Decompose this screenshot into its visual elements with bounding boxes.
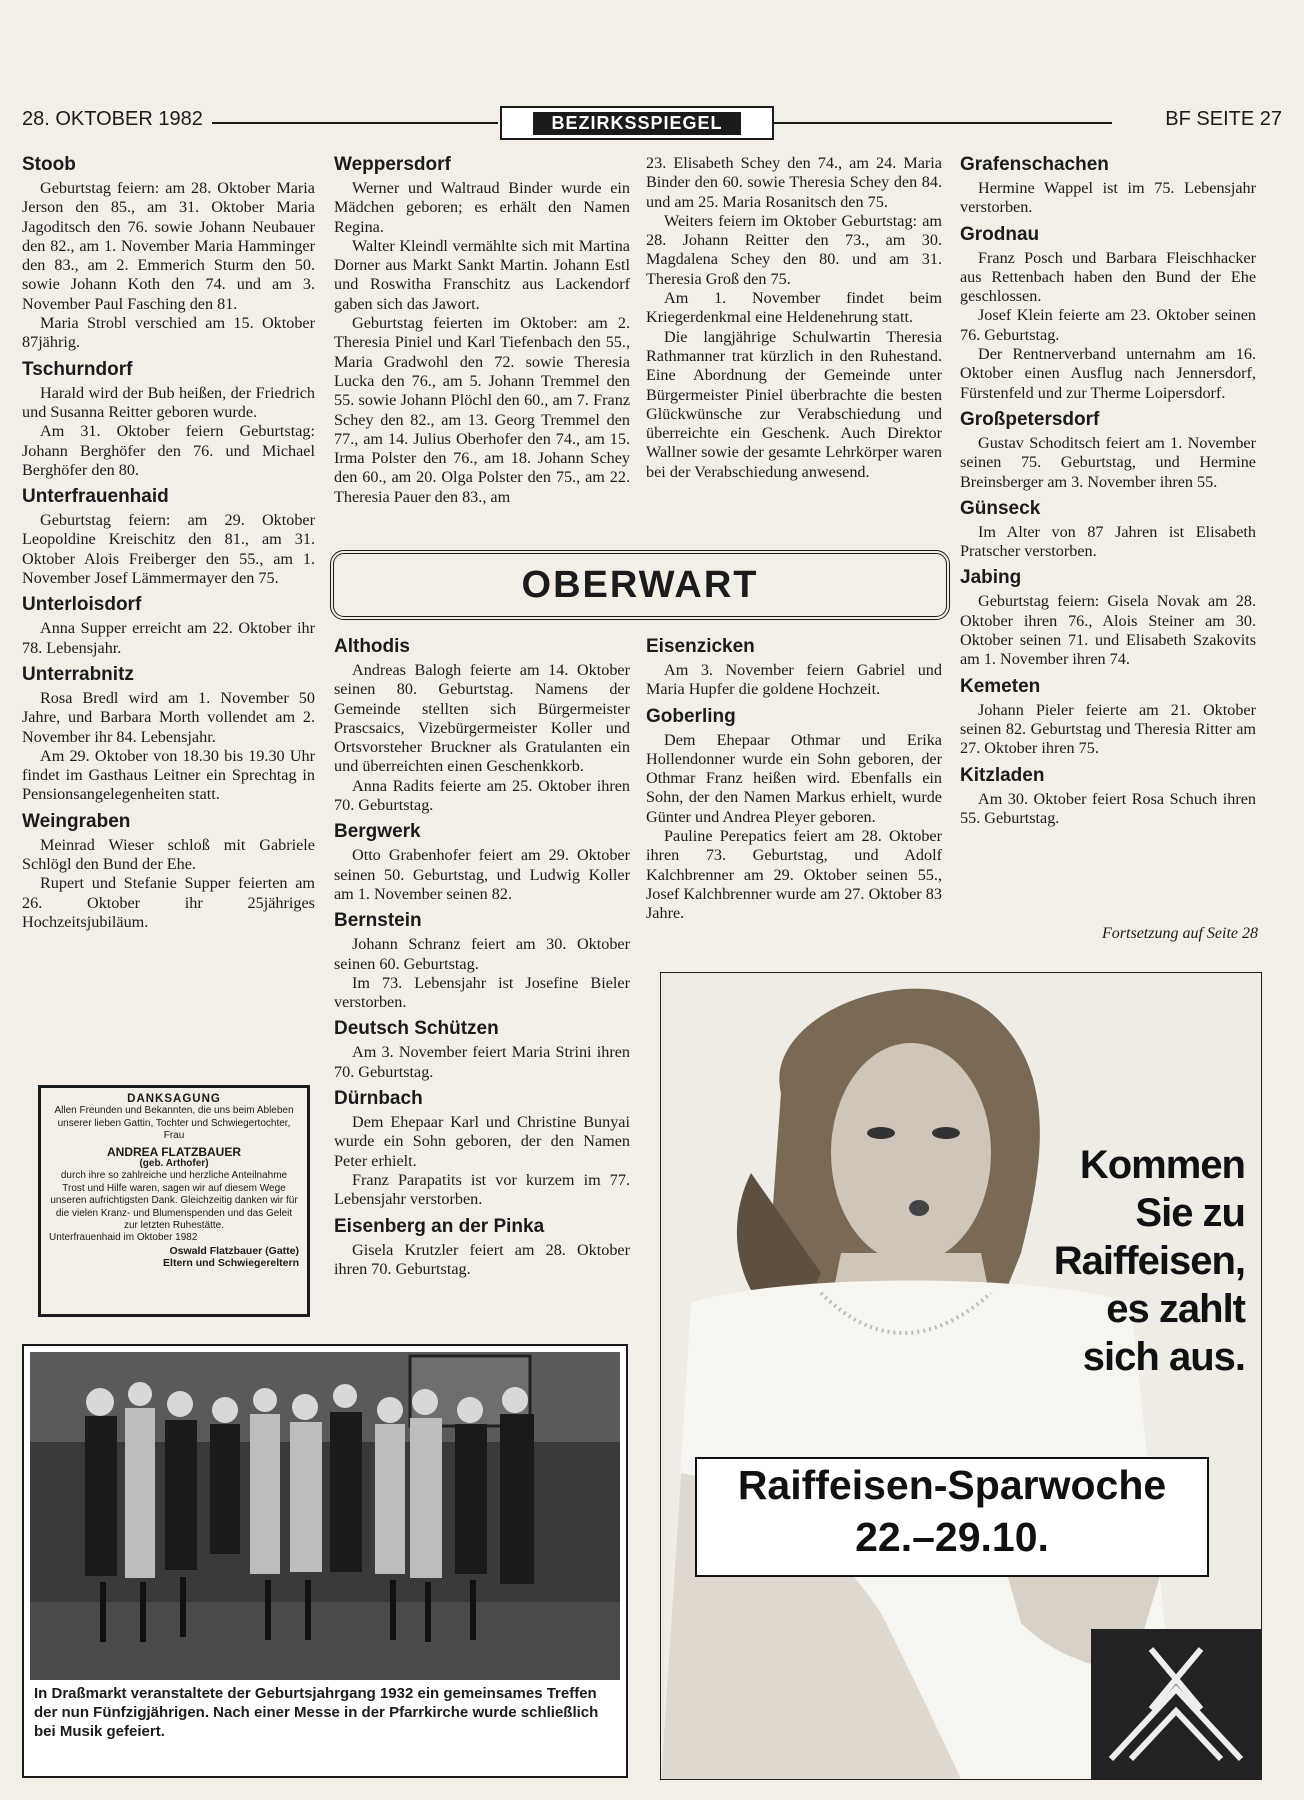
notice-name: ANDREA FLATZBAUER — [107, 1144, 241, 1159]
article-paragraph: Am 1. November findet beim Kriegerdenkmal eine Heldenehrung statt. — [646, 289, 942, 327]
heading-bergwerk: Bergwerk — [334, 821, 421, 843]
obituary-notice — [38, 1085, 310, 1317]
notice-title: DANKSAGUNG — [127, 1093, 221, 1105]
article-paragraph: Im Alter von 87 Jahren ist Elisabeth Pratscher verstorben. — [960, 522, 1256, 561]
heading-goberling: Goberling — [646, 705, 736, 727]
article-paragraph: Johann Pieler feierte am 21. Oktober seinen 82. Geburtstag und Theresia Ritter am 27. Oktober ihren 75. — [960, 700, 1256, 758]
page-number: BF SEITE 27 — [1165, 108, 1282, 130]
group-photo — [30, 1352, 620, 1680]
photo-caption: In Draßmarkt veranstaltete der Geburtsjahrgang 1932 ein gemeinsames Treffen der nun Fünfzigjährigen. Nach einer Messe in der Pfarrkirche wurde schließlich bei Musik gefeiert. — [34, 1685, 599, 1740]
heading-deutsch-schuetzen: Deutsch Schützen — [334, 1018, 499, 1040]
article-paragraph: Anna Supper erreicht am 22. Oktober ihr 78. Lebensjahr. — [22, 619, 315, 657]
heading-unterrabnitz: Unterrabnitz — [22, 663, 134, 685]
ad-promo-dates: 22.–29.10. — [855, 1514, 1049, 1560]
heading-unterloisdorf: Unterloisdorf — [22, 594, 142, 616]
heading-grafenschachen: Grafenschachen — [960, 154, 1109, 175]
column-3-top — [646, 154, 942, 482]
ad-headline-line: sich aus. — [1082, 1335, 1245, 1379]
article-paragraph: Dem Ehepaar Karl und Christine Bunyai wurde ein Sohn geboren, der den Namen Peter erhielt. — [334, 1113, 630, 1170]
article-continuation: 23. Elisabeth Schey den 74., am 24. Maria Binder den 60. sowie Theresia Schey den 84. und am 25. Maria Rosanitsch den 75. — [646, 154, 942, 211]
column-4 — [960, 148, 1256, 828]
heading-kitzladen: Kitzladen — [960, 764, 1045, 786]
article-paragraph: Am 3. November feiert Maria Strini ihren 70. Geburtstag. — [334, 1043, 630, 1081]
article-paragraph: Werner und Waltraud Binder wurde ein Mädchen geboren; es erhält den Namen Regina. — [334, 179, 630, 236]
column-2-top — [334, 148, 630, 507]
ad-promo-box — [695, 1457, 1209, 1577]
heading-grosspetersdorf: Großpetersdorf — [960, 408, 1100, 430]
header-rule-right — [772, 122, 1112, 124]
heading-unterfrauenhaid: Unterfrauenhaid — [22, 486, 169, 508]
heading-tschurndorf: Tschurndorf — [22, 358, 133, 380]
article-paragraph: Die langjährige Schulwartin Theresia Rathmanner trat kürzlich in den Ruhestand. Eine Abordnung der Gemeinde unter Bürgermeister Piniel überbrachte die besten Glückwünsche zur Verabschiedung und überreichte ein Geschenk. Auch Direktor Wallner sowie der gesamte Lehrkörper waren bei der Verabschiedung anwesend. — [646, 327, 942, 481]
header-rule-left — [212, 122, 498, 124]
article-paragraph: Am 30. Oktober feiert Rosa Schuch ihren 55. Geburtstag. — [960, 789, 1256, 827]
article-paragraph: Geburtstag feiern: am 28. Oktober Maria Jerson den 85., am 31. Oktober Maria Jagoditsch den 76. sowie Johann Neubauer den 82., am 1. November Maria Hamminger den 83., am 2. Emmerich Sturm den 50. sowie Johann Koth den 74. und am 3. November Paul Fasching den 81. — [22, 179, 315, 313]
notice-signature-2: Eltern und Schwiegereltern — [163, 1257, 299, 1270]
heading-eisenberg: Eisenberg an der Pinka — [334, 1215, 545, 1237]
article-paragraph: Meinrad Wieser schloß mit Gabriele Schlögl den Bund der Ehe. — [22, 835, 315, 874]
region-banner — [330, 550, 950, 620]
article-paragraph: Harald wird der Bub heißen, der Friedrich und Susanna Reitter geboren wurde. — [22, 383, 315, 421]
ad-headline-line: Raiffeisen, — [1053, 1239, 1245, 1283]
heading-kemeten: Kemeten — [960, 675, 1041, 697]
article-paragraph: Weiters feiern im Oktober Geburtstag: am 28. Johann Reitter den 73., am 30. Magdalena Schey den 80. und am 31. Theresia Groß den 75. — [646, 211, 942, 288]
group-photo-frame — [22, 1344, 628, 1778]
notice-place-date: Unterfrauenhaid im Oktober 1982 — [49, 1232, 198, 1244]
article-paragraph: Johann Schranz feiert am 30. Oktober seinen 60. Geburtstag. — [334, 935, 630, 973]
article-paragraph: Gisela Krutzler feiert am 28. Oktober ihren 70. Geburtstag. — [334, 1240, 630, 1278]
heading-weppersdorf: Weppersdorf — [334, 154, 451, 175]
article-paragraph: Franz Parapatits ist vor kurzem im 77. Lebensjahr verstorben. — [334, 1170, 630, 1209]
heading-bernstein: Bernstein — [334, 910, 422, 932]
notice-maiden-name: (geb. Arthofer) — [139, 1158, 209, 1170]
article-paragraph: Maria Strobl verschied am 15. Oktober 87jährig. — [22, 314, 315, 352]
article-paragraph: Geburtstag feierten im Oktober: am 2. Theresia Piniel und Karl Tiefenbach den 55., Maria Gradwohl den 72. sowie Theresia Lucka den 76., am 5. Johann Tremmel den 55. sowie Johann Plöchl den 60., am 7. Franz Schey den 82., am 13. Georg Tremmel den 77., am 14. Julius Oberhofer den 74., am 15. Irma Polster den 76., am 18. Johann Schey den 60., am 20. Olga Polster den 75., am 22. Theresia Pauer den 83., am — [334, 314, 630, 506]
article-paragraph: Rosa Bredl wird am 1. November 50 Jahre, und Barbara Morth vollendet am 2. November ihr 84. Lebensjahr. — [22, 688, 315, 746]
article-paragraph: Josef Klein feierte am 23. Oktober seinen 76. Geburtstag. — [960, 306, 1256, 344]
article-paragraph: Pauline Perepatics feiert am 28. Oktober ihren 73. Geburtstag, und Adolf Kalchbrenner am 29. Oktober seinen 55., Josef Kalchbrenner wurde am 27. Oktober 83 Jahre. — [646, 827, 942, 923]
heading-stoob: Stoob — [22, 154, 76, 175]
article-paragraph: Franz Posch und Barbara Fleischhacker aus Rettenbach haben den Bund der Ehe geschlossen. — [960, 248, 1256, 306]
heading-eisenzicken: Eisenzicken — [646, 636, 755, 657]
heading-duernbach: Dürnbach — [334, 1088, 423, 1110]
article-paragraph: Hermine Wappel ist im 75. Lebensjahr verstorben. — [960, 179, 1256, 217]
article-paragraph: Rupert und Stefanie Supper feierten am 26. Oktober ihr 25jähriges Hochzeitsjubiläum. — [22, 874, 315, 931]
ad-headline-line: es zahlt — [1106, 1287, 1245, 1331]
ad-headline — [1054, 1141, 1245, 1381]
ad-headline-line: Sie zu — [1135, 1191, 1245, 1235]
article-paragraph: Walter Kleindl vermählte sich mit Martina Dorner aus Markt Sankt Martin. Johann Estl und Roswitha Franschitz aus Lackendorf gaben sich das Jawort. — [334, 236, 630, 313]
raiffeisen-advertisement[interactable] — [660, 972, 1262, 1780]
oberwart-column-2 — [646, 630, 942, 924]
ad-headline-line: Kommen — [1079, 1143, 1245, 1187]
article-paragraph: Im 73. Lebensjahr ist Josefine Bieler verstorben. — [334, 973, 630, 1012]
raiffeisen-logo-icon — [1091, 1629, 1261, 1779]
article-paragraph: Otto Grabenhofer feiert am 29. Oktober seinen 50. Geburtstag, und Ludwig Koller am 1. November seinen 82. — [334, 846, 630, 903]
issue-date: 28. OKTOBER 1982 — [22, 108, 203, 130]
notice-signature-1: Oswald Flatzbauer (Gatte) — [169, 1244, 299, 1257]
article-paragraph: Am 29. Oktober von 18.30 bis 19.30 Uhr findet im Gasthaus Leitner ein Sprechtag in Pensionsangelegenheiten statt. — [22, 746, 315, 804]
article-paragraph: Anna Radits feierte am 25. Oktober ihren 70. Geburtstag. — [334, 776, 630, 815]
article-paragraph: Am 31. Oktober feiern Geburtstag: Johann Berghöfer den 76. und Michael Berghöfer den 80. — [22, 422, 315, 479]
ad-promo-title: Raiffeisen-Sparwoche — [737, 1462, 1167, 1508]
heading-grodnau: Grodnau — [960, 223, 1040, 245]
notice-intro: Allen Freunden und Bekannten, die uns beim Ableben unserer lieben Gattin, Tochter und Schwiegertochter, Frau — [54, 1105, 294, 1142]
notice-body: durch ihre so zahlreiche und herzliche Anteilnahme Trost und Hilfe waren, sagen wir auf diesem Wege unseren aufrichtigsten Dank. Gleichzeitig danken wir für die vielen Kranz- und Blumenspenden und das Geleit zur letzten Ruhestätte. — [50, 1170, 298, 1232]
region-banner-title: OBERWART — [521, 563, 759, 606]
article-paragraph: Gustav Schoditsch feiert am 1. November seinen 75. Geburtstag, und Hermine Breinsberger am 3. November ihren 55. — [960, 433, 1256, 491]
oberwart-column-1 — [334, 630, 630, 1279]
heading-jabing: Jabing — [960, 567, 1022, 589]
group-photo-illustration — [30, 1352, 620, 1680]
heading-weingraben: Weingraben — [22, 810, 131, 832]
article-paragraph: Geburtstag feiern: Gisela Novak am 28. Oktober ihren 76., Alois Steiner am 30. Oktober seinen 71. und Elisabeth Szakovits am 1. November ihren 74. — [960, 592, 1256, 669]
article-paragraph: Der Rentnerverband unternahm am 16. Oktober einen Ausflug nach Jennersdorf, Fürstenfeld und zur Therme Loipersdorf. — [960, 345, 1256, 402]
article-paragraph: Andreas Balogh feierte am 14. Oktober seinen 80. Geburtstag. Namens der Gemeinde stellten sich Bürgermeister Prascsaics, Vizebürgermeister Koller und Ortsvorsteher Bruckner als Gratulanten ein und überreichten einen Geschenkkorb. — [334, 661, 630, 776]
article-paragraph: Am 3. November feiern Gabriel und Maria Hupfer die goldene Hochzeit. — [646, 661, 942, 699]
continuation-note[interactable]: Fortsetzung auf Seite 28 — [1102, 925, 1258, 942]
article-paragraph: Dem Ehepaar Othmar und Erika Hollendonner wurde ein Sohn geboren, der Othmar Franz heißen wird. Ebenfalls ein Sohn, der den Namen Markus erhielt, wurde Günter und Andrea Pleyer geboren. — [646, 730, 942, 826]
column-1 — [22, 148, 315, 932]
section-label — [500, 106, 774, 140]
heading-althodis: Althodis — [334, 636, 410, 657]
heading-guenseck: Günseck — [960, 497, 1041, 519]
section-label-text: BEZIRKSSPIEGEL — [533, 112, 740, 135]
article-paragraph: Geburtstag feiern: am 29. Oktober Leopoldine Kreischitz den 81., am 31. Oktober Alois Freiberger den 55., am 1. November Josef Lämmermayer den 75. — [22, 511, 315, 588]
